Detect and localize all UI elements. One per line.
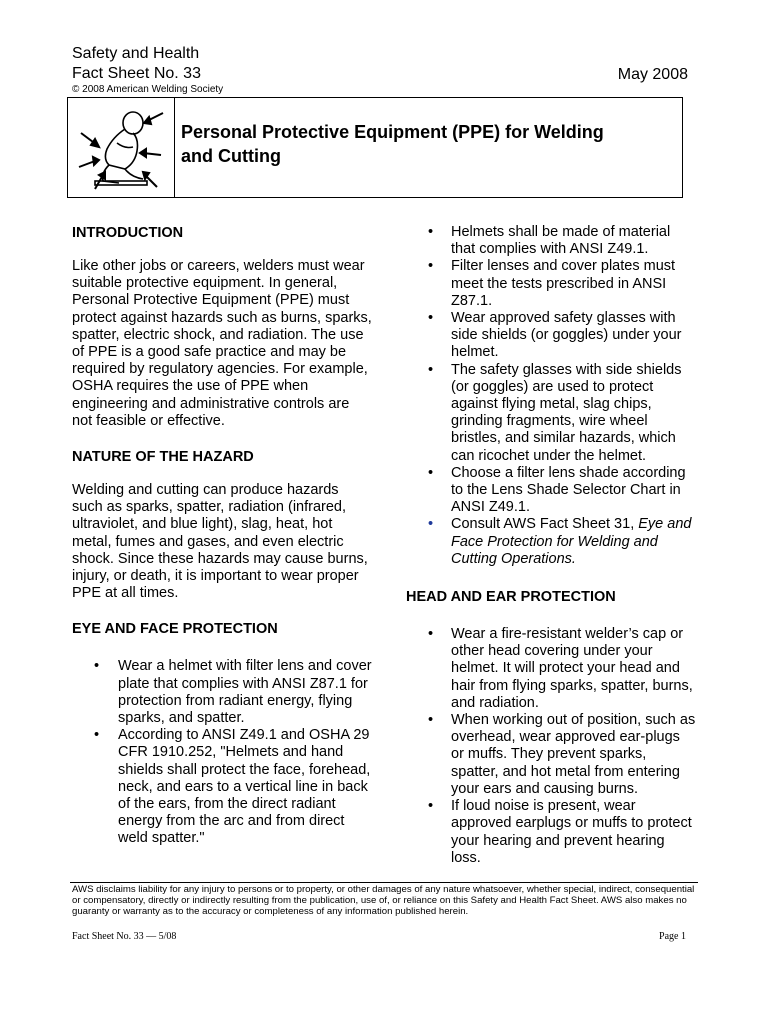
left-column	[72, 224, 372, 866]
eye-face-list-part2	[406, 224, 696, 568]
list-item: • Choose a filter lens shade according to the Lens Shade Selector Chart in ANSI Z49.1.	[428, 464, 686, 516]
eye-face-list-part1	[72, 658, 372, 847]
bullet-icon: •	[428, 258, 434, 275]
title-line-1: Personal Protective Equipment (PPE) for Welding	[181, 122, 604, 142]
list-item: • According to ANSI Z49.1 and OSHA 29 CFR 1910.252, "Helmets and hand shields shall protect the face, forehead, neck, and ears to a vertical line in back of the ears, from the direct radiant energy from the arc and from direct weld spatter."	[94, 727, 371, 847]
copyright-notice: © 2008 American Welding Society	[72, 84, 224, 95]
bullet-icon: •	[94, 727, 100, 744]
title-line-2: and Cutting	[181, 146, 281, 166]
document-header	[72, 44, 688, 84]
bullet-icon: •	[428, 361, 434, 378]
bullet-icon: •	[428, 464, 434, 481]
list-item: • Wear a helmet with filter lens and cover plate that complies with ANSI Z87.1 for protection from radiant energy, flying sparks, and spatter.	[94, 658, 372, 727]
right-column	[406, 224, 696, 885]
disclaimer-text: AWS disclaims liability for any injury to persons or to property, or other damages of any nature whatsoever, whether special, indirect, consequential or compensatory, directly or indirectly resulting from the publication, use of, or reliance on this Safety and Health Fact Sheet. AWS also makes no guaranty or warranty as to the accuracy or completeness of any information published herein.	[72, 884, 695, 917]
welder-with-arrows-icon	[68, 98, 175, 197]
bullet-icon: •	[428, 798, 434, 815]
section-heading-head-ear: HEAD AND EAR PROTECTION	[406, 589, 616, 606]
bullet-icon: •	[94, 658, 100, 675]
introduction-text: Like other jobs or careers, welders must wear suitable protective equipment. In general, Personal Protective Equipment (PPE) must protect against hazards such as burns, sparks, spatter, electric shock, and radiation. The use of PPE is a good safe practice and may be required by regulatory agencies. For example, OSHA requires the use of PPE when engineering and administrative controls are not feasible or effective.	[72, 258, 372, 429]
bullet-icon: •	[428, 224, 434, 240]
head-ear-list	[406, 626, 696, 867]
list-item: • Wear approved safety glasses with side shields (or goggles) under your helmet.	[428, 310, 682, 361]
list-item: • Filter lenses and cover plates must meet the tests prescribed in ANSI Z87.1.	[428, 258, 676, 309]
list-item: • Helmets shall be made of material that complies with ANSI Z49.1.	[428, 224, 671, 258]
section-heading-hazard: NATURE OF THE HAZARD	[72, 449, 254, 466]
bullet-icon: •	[428, 310, 434, 327]
referenced-fact-sheet-title: Eye and Face Protection for Welding and Cutting Operations.	[451, 516, 692, 567]
title-box	[67, 97, 683, 198]
list-item: • When working out of position, such as overhead, wear approved ear-plugs or muffs. They prevent sparks, spatter, and hot metal from entering your ears and causing burns.	[428, 712, 696, 797]
bullet-icon: •	[428, 516, 434, 533]
footer-divider	[70, 882, 698, 883]
bullet-icon: •	[428, 712, 434, 729]
page-number: Page 1	[659, 931, 686, 942]
bullet-icon: •	[428, 626, 434, 643]
header-org: Safety and Health	[72, 45, 200, 62]
welder-illustration	[73, 103, 169, 193]
list-item-consult: • Consult AWS Fact Sheet 31, Eye and Face Protection for Welding and Cutting Operations.	[428, 516, 692, 567]
section-heading-introduction: INTRODUCTION	[72, 225, 184, 241]
header-factsheet-number: Fact Sheet No. 33	[72, 65, 201, 82]
document-title	[175, 98, 661, 197]
list-item: • The safety glasses with side shields (or goggles) are used to protect against flying metal, slag chips, grinding fragments, wire wheel bristles, and similar hazards, which can ricochet under the helmet.	[428, 361, 682, 464]
list-item: • If loud noise is present, wear approved earplugs or muffs to protect your hearing and prevent hearing loss.	[428, 798, 692, 866]
footer-factsheet-ref: Fact Sheet No. 33 — 5/08	[72, 931, 177, 942]
header-date: May 2008	[617, 66, 688, 83]
section-heading-eye-face: EYE AND FACE PROTECTION	[72, 621, 278, 638]
hazard-text: Welding and cutting can produce hazards such as sparks, spatter, radiation (infrared, ultraviolet, and blue light), slag, heat, hot metal, fumes and gases, and even electric shock. Since these hazards may cause burns, injury, or death, it is important to wear proper PPE at all times.	[72, 482, 368, 602]
list-item: • Wear a fire-resistant welder’s cap or other head covering under your helmet. It will protect your head and hair from flying sparks, spatter, burns, and radiation.	[428, 626, 693, 711]
